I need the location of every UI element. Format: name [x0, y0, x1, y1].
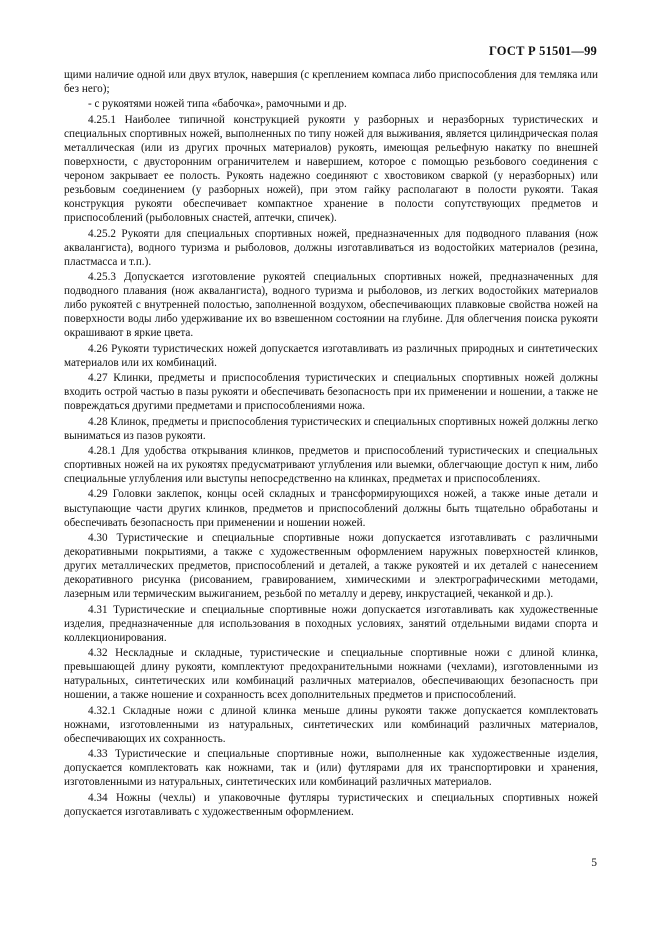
paragraph-list-item: - с рукоятями ножей типа «бабочка», рамочными и др. — [88, 98, 347, 111]
paragraph-4-27: 4.27 Клинки, предметы и приспособления туристических и специальных спортивных ножей должны входить острой частью в пазы рукояти и обеспечивать безопасность при их применении и ношении, а также не повреждаться другими предметами и приспособлениями ножа. — [64, 372, 598, 413]
paragraph-4-30: 4.30 Туристические и специальные спортивные ножи допускается изготавливать с различными декоративными покрытиями, а также с художественным оформлением наружных поверхностей клинков, других металлических предметов, приспособлений и деталей, а также рукоятей и их деталей с нанесением декоративного рисунка (рисованием, гравированием, химическими и электрографическими методами, лазерным или термическим выжиганием, резьбой по металлу и дереву, инкрустацией, чеканкой и др.). — [64, 531, 598, 601]
paragraph-4-26: 4.26 Рукояти туристических ножей допускается изготавливать из различных природных и синтетических материалов или их комбинаций. — [64, 342, 598, 369]
paragraph-4-33: 4.33 Туристические и специальные спортивные ножи, выполненные как художественные изделия, допускается комплектовать как ножнами, так и (или) футлярами для их транспортировки и хранения, изготовленными из натуральных, синтетических или комбинаций различных материалов. — [64, 748, 598, 789]
paragraph-4-25-3: 4.25.3 Допускается изготовление рукоятей специальных спортивных ножей, предназначенных для подводного плавания (нож аквалангиста), водного туризма и рыболовов, из легких водостойких материалов либо рукоятей с внутренней полостью, заполненной воздухом, обеспечивающих плавковые свойства ножей на поверхности воды либо удерживание их во взвешенном состоянии на глубине. Для облегчения поиска рукояти окрашивают в яркие цвета. — [64, 271, 598, 340]
document-header: ГОСТ Р 51501—99 — [488, 44, 597, 58]
paragraph-4-25-2: 4.25.2 Рукояти для специальных спортивных ножей, предназначенных для подводного плавания (нож аквалангиста), водного туризма и рыболовов, должны изготавливаться из водостойких материалов (резина, пластмасса и т.п.). — [64, 227, 598, 268]
paragraph-4-28: 4.28 Клинок, предметы и приспособления туристических и специальных спортивных ножей должны легко выниматься из пазов рукояти. — [64, 415, 598, 442]
page-number: 5 — [591, 857, 597, 869]
paragraph-4-29: 4.29 Головки заклепок, концы осей складных и трансформирующихся ножей, а также иные детали и выступающие части других клинков, предметов и приспособлений должны быть тщательно обработаны и обеспечивать безопасность при применении и ношении ножей. — [64, 488, 598, 529]
paragraph-4-28-1: 4.28.1 Для удобства открывания клинков, предметов и приспособлений туристических и специальных спортивных ножей на их рукоятях предусматривают углубления или выемки, облегчающие доступ к ним, либо специальные углубления или выступы непосредственно на клинках, предметах и приспособлениях. — [64, 444, 598, 486]
paragraph-4-31: 4.31 Туристические и специальные спортивные ножи допускается изготавливать как художественные изделия, предназначенные для использования в походных условиях, занятий отдельными видами спорта и коллекционирования. — [64, 603, 598, 644]
paragraph-4-32-1: 4.32.1 Складные ножи с длиной клинка меньше длины рукояти также допускается комплектовать ножнами, изготовленными из натуральных, синтетических или комбинаций различных материалов, обеспечивающих их сохранность. — [64, 704, 598, 745]
document-body — [64, 68, 598, 820]
paragraph-4-32: 4.32 Нескладные и складные, туристические и специальные спортивные ножи с длиной клинка, превышающей длину рукояти, комплектуют предохранительными ножнами (чехлами), изготовленными из натуральных, синтетических или комбинаций различных материалов, обеспечивающих безопасность при ношении, а также ношение и сохранность всех дополнительных предметов и приспособлений. — [64, 647, 598, 702]
paragraph-4-25-1: 4.25.1 Наиболее типичной конструкцией рукояти у разборных и неразборных туристических и специальных спортивных ножей, выполненных по типу ножей для выживания, является цилиндрическая полая металлическая (или из других прочных материалов) рукоять, имеющая рельефную накатку по внешней поверхности, с двусторонним ограничителем и навершием, которое с помощью резьбового соединения с чероном закрывает ее полость. Рукоять надежно соединяют с хвостовиком сваркой (у неразборных) или резьбовым соединением (у разборных ножей), при этом гайку располагают в полости рукояти. Такая конструкция рукояти обеспечивает компактное хранение в полости сопутствующих предметов и приспособлений (рыболовных снастей, аптечки, спичек). — [64, 113, 598, 225]
paragraph-continuation: щими наличие одной или двух втулок, навершия (с креплением компаса либо приспособления для темляка или без него); — [64, 69, 598, 96]
paragraph-4-34: 4.34 Ножны (чехлы) и упаковочные футляры туристических и специальных спортивных ножей допускается изготавливать с художественным оформлением. — [64, 791, 598, 818]
